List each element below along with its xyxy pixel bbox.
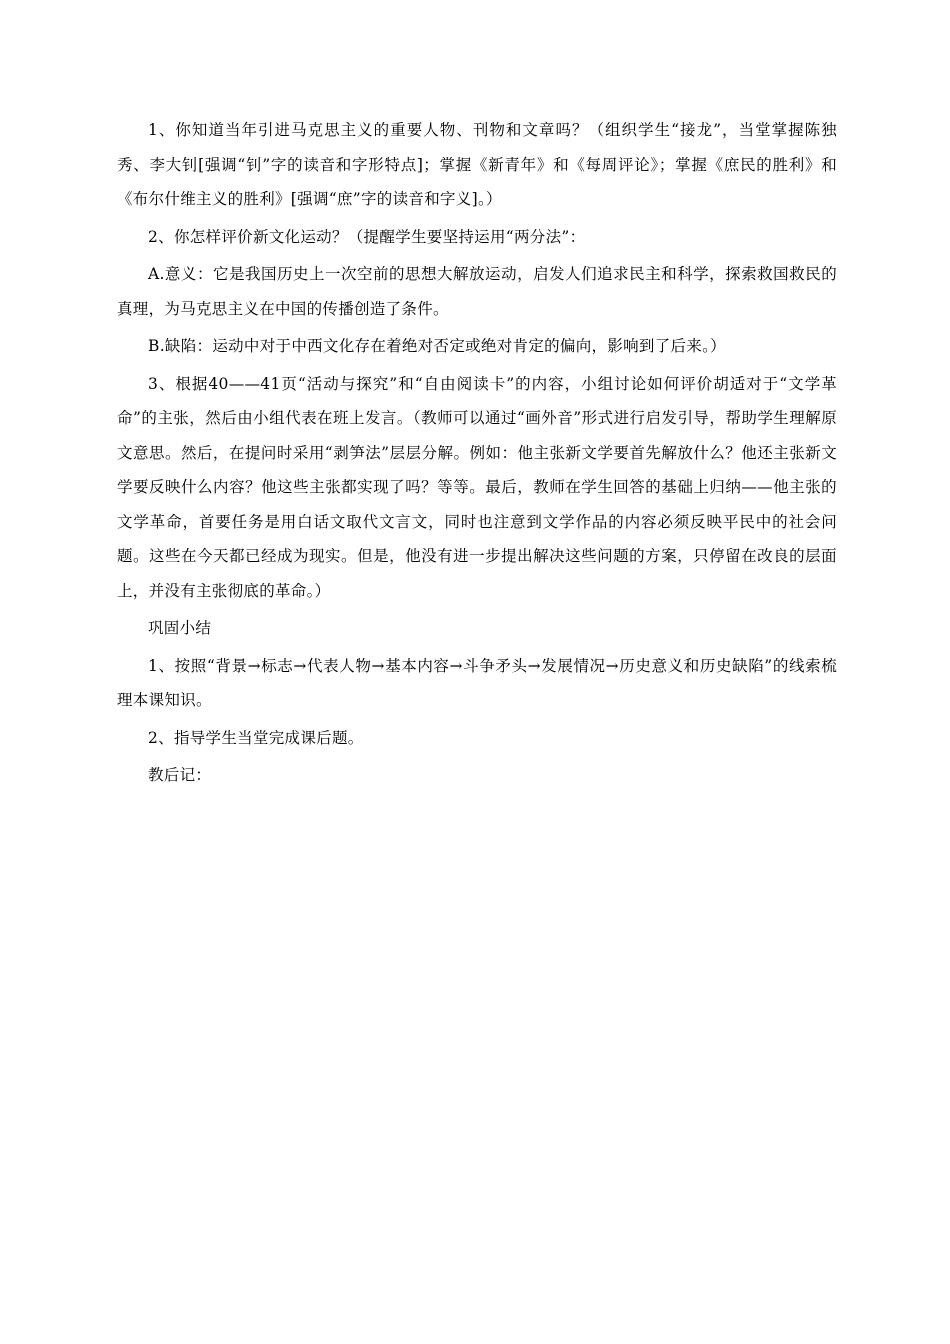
section-heading-summary: 巩固小结 [148,619,212,637]
paragraph-significance: A.意义：它是我国历史上一次空前的思想大解放运动，启发人们追求民主和科学，探索救国救民的真理，为马克思主义在中国的传播创造了条件。 [117,265,837,318]
paragraph-summary-2: 2、指导学生当堂完成课后题。 [148,728,364,747]
paragraph-summary-1: 1、按照“背景→标志→代表人物→基本内容→斗争矛头→发展情况→历史意义和历史缺陷”的线索梳理本课知识。 [117,656,837,709]
paragraph-question-3: 3、根据40——41页“活动与探究”和“自由阅读卡”的内容，小组讨论如何评价胡适对于“文学革命”的主张，然后由小组代表在班上发言。（教师可以通过“画外音”形式进行启发引导，帮助学生理解原文意思。然后，在提问时采用“剥笋法”层层分解。例如：他主张新文学要首先解放什么？他还主张新文学要反映什么内容？他这些主张都实现了吗？等等。最后，教师在学生回答的基础上归纳——他主张的文学革命，首要任务是用白话文取代文言文，同时也注意到文学作品的内容必须反映平民中的社会问题。这些在今天都已经成为现实。但是，他没有进一步提出解决这些问题的方案，只停留在改良的层面上，并没有主张彻底的革命。） [117,374,837,600]
paragraph-shortcoming: B.缺陷：运动中对于中西文化存在着绝对否定或绝对肯定的偏向，影响到了后来。） [148,337,726,355]
paragraph-question-2: 2、你怎样评价新文化运动？（提醒学生要坚持运用“两分法”： [148,227,586,246]
document-body [117,113,837,796]
paragraph-teaching-notes: 教后记： [148,766,212,784]
paragraph-question-1: 1、你知道当年引进马克思主义的重要人物、刊物和文章吗？（组织学生“接龙”，当堂掌握陈独秀、李大钊[强调“钊”字的读音和字形特点]；掌握《新青年》和《每周评论》；掌握《庶民的胜利》和《布尔什维主义的胜利》[强调“庶”字的读音和字义]。） [117,121,837,208]
